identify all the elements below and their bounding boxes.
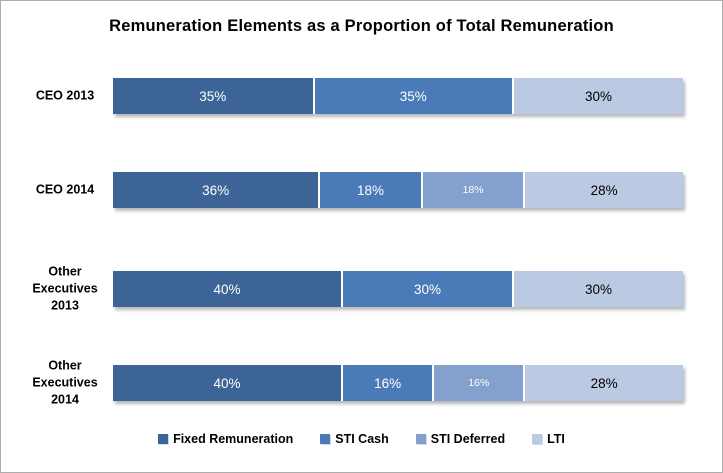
category-label-ceo-2013: CEO 2013 xyxy=(35,88,95,103)
bar-segment-label: 18% xyxy=(462,184,484,196)
bar-segment-label: 40% xyxy=(213,375,241,391)
bar-segment-label: 28% xyxy=(590,182,618,198)
bar-segment-fixed-remuneration xyxy=(113,271,341,307)
bar-segment-label: 40% xyxy=(213,281,241,297)
bar-segment-label: 35% xyxy=(399,88,427,104)
legend-item-fixed-remuneration xyxy=(158,432,293,446)
category-label-other-executives-2014: Other Executives 2014 xyxy=(32,358,98,407)
legend-item-sti-cash xyxy=(320,432,389,446)
bar-segment-label: 30% xyxy=(584,281,613,297)
bar-segment-label: 16% xyxy=(468,377,490,389)
legend-swatch-icon xyxy=(320,434,330,444)
bar-segment-sti-deferred xyxy=(421,172,524,208)
bar-segment-lti xyxy=(512,271,683,307)
legend-item-label: Fixed Remuneration xyxy=(173,432,294,446)
bar-segment-label: 16% xyxy=(374,375,402,391)
legend-item-sti-deferred xyxy=(416,432,505,446)
category-label-ceo-2014: CEO 2014 xyxy=(35,182,95,197)
bar-segment-sti-deferred xyxy=(432,365,523,401)
bar-segment-sti-cash xyxy=(341,271,512,307)
bar-segment-fixed-remuneration xyxy=(113,172,318,208)
bar-segment-lti xyxy=(512,78,683,114)
bar-row-ceo-2013 xyxy=(113,78,683,114)
bar-segment-label: 30% xyxy=(584,88,613,104)
legend-item-label: STI Deferred xyxy=(430,432,506,446)
bar-segment-label: 35% xyxy=(199,88,227,104)
bar-segment-fixed-remuneration xyxy=(113,78,313,114)
chart-title: Remuneration Elements as a Proportion of Total Remuneration xyxy=(109,17,614,35)
bar-segment-sti-cash xyxy=(313,78,513,114)
bar-segment-sti-cash xyxy=(318,172,421,208)
legend-item-label: STI Cash xyxy=(335,432,389,446)
bar-segment-label: 30% xyxy=(413,281,442,297)
legend-item-label: LTI xyxy=(547,432,565,446)
legend-swatch-icon xyxy=(158,434,168,444)
bar-row-other-executives-2013 xyxy=(113,271,683,307)
bar-segment-fixed-remuneration xyxy=(113,365,341,401)
legend-swatch-icon xyxy=(416,434,426,444)
legend xyxy=(1,432,722,446)
bar-segment-label: 18% xyxy=(356,182,384,198)
bar-segment-lti xyxy=(523,172,683,208)
bar-segment-label: 28% xyxy=(590,375,618,391)
bar-row-other-executives-2014 xyxy=(113,365,683,401)
legend-swatch-icon xyxy=(532,434,542,444)
legend-item-lti xyxy=(532,432,565,446)
bar-segment-lti xyxy=(523,365,683,401)
bar-segment-label: 36% xyxy=(202,182,230,198)
bar-row-ceo-2014 xyxy=(113,172,683,208)
category-label-other-executives-2013: Other Executives 2013 xyxy=(32,264,98,313)
bar-segment-sti-cash xyxy=(341,365,432,401)
